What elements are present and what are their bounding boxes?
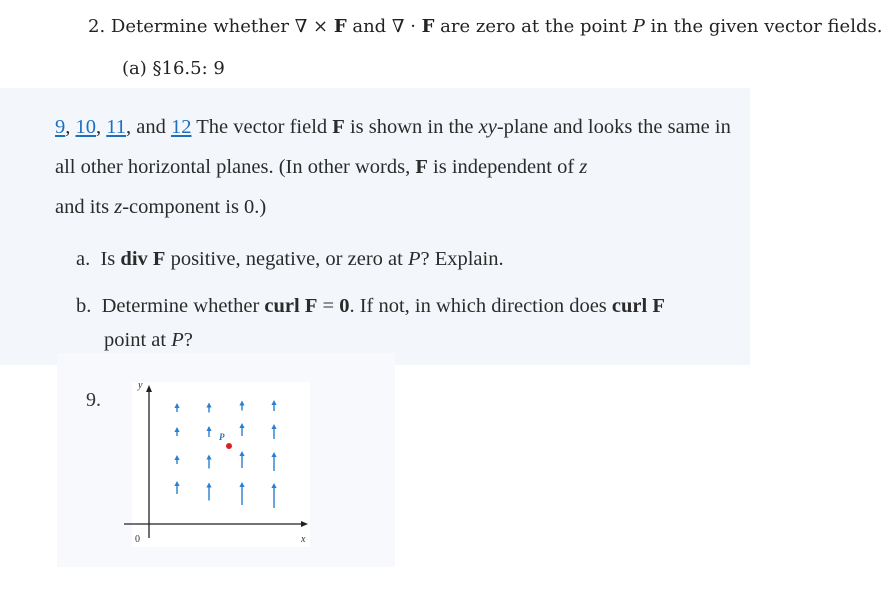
sep: , (65, 116, 76, 138)
curl-operator: curl (264, 295, 300, 317)
vector-F: F (304, 295, 318, 317)
excerpt-text: and its (55, 196, 115, 218)
subpart-label: (a) (122, 58, 147, 79)
vector-F: F (415, 156, 428, 178)
point-symbol: P (171, 329, 184, 351)
z-symbol: z (579, 156, 588, 178)
question-b (76, 289, 665, 357)
exercise-link-10[interactable]: 10 (75, 116, 96, 138)
plot-background (132, 382, 310, 547)
xy-symbol: xy (478, 116, 497, 138)
div-expression: ∇ · F (391, 16, 435, 37)
zero-vector: 0 (339, 295, 350, 317)
exercise-link-12[interactable]: 12 (170, 116, 192, 138)
excerpt-text: The vector field (191, 116, 333, 138)
point-p-label: P (219, 432, 225, 442)
question-text: ? (183, 329, 193, 351)
curl-expression: ∇ × F (294, 16, 347, 37)
sep: , and (126, 116, 171, 138)
question-text: positive, negative, or zero at (165, 248, 408, 270)
question-a (76, 242, 504, 276)
excerpt-text: is shown in the (344, 116, 479, 138)
problem-text-3: in the given vector fields. (644, 16, 883, 37)
z-symbol: z (114, 196, 123, 218)
vector-F: F (152, 248, 166, 270)
question-label: b. (76, 295, 92, 317)
question-text: point at (104, 329, 172, 351)
excerpt-paragraph (55, 107, 735, 227)
question-text: . If not, in which direction does (349, 295, 612, 317)
question-text: Is (100, 248, 121, 270)
question-label: a. (76, 248, 91, 270)
sep: , (96, 116, 107, 138)
x-axis-label: x (301, 534, 306, 545)
div-operator: div (120, 248, 148, 270)
problem-number: 2. (88, 16, 106, 37)
problem-text-2: are zero at the point (434, 16, 633, 37)
subpart-a (122, 58, 225, 79)
y-axis-label: y (138, 380, 143, 391)
problem-text-1: Determine whether (105, 16, 295, 37)
vector-field-plot (118, 378, 318, 553)
vector-F: F (332, 116, 345, 138)
problem-statement (88, 16, 882, 37)
exercise-link-11[interactable]: 11 (106, 116, 126, 138)
point-p-marker (226, 443, 232, 449)
excerpt-text: -component is 0.) (122, 196, 267, 218)
question-b-continued (76, 323, 665, 357)
exercise-link-9[interactable]: 9 (55, 116, 66, 138)
problem-text-and: and (346, 16, 392, 37)
excerpt-text: is independent of (427, 156, 580, 178)
equals: = (317, 295, 340, 317)
figure-number: 9. (86, 389, 101, 411)
curl-operator: curl (611, 295, 648, 317)
point-symbol: P (407, 248, 421, 270)
point-symbol: P (632, 16, 645, 37)
question-text: ? Explain. (420, 248, 504, 270)
subpart-ref: §16.5: 9 (152, 58, 225, 79)
vector-F: F (652, 295, 665, 317)
excerpt-text: -plane and looks the same in all other horizontal planes. (In other words, (55, 116, 731, 178)
origin-label: 0 (135, 534, 140, 545)
question-text: Determine whether (101, 295, 265, 317)
